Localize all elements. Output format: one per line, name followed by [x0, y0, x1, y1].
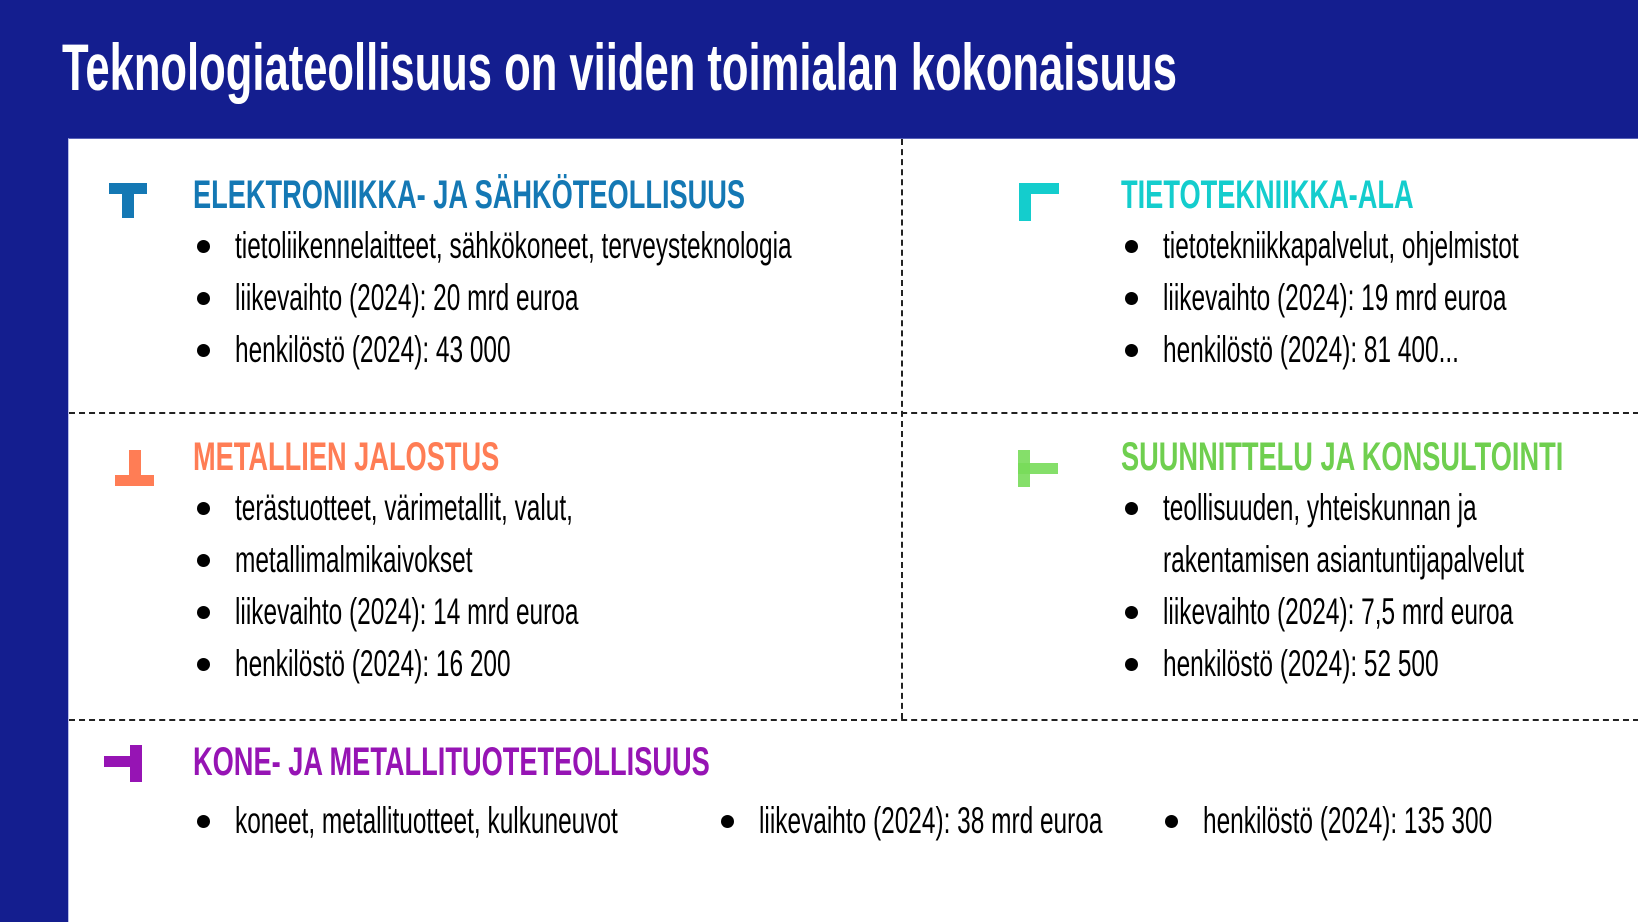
corner-shape-icon: [1019, 183, 1059, 221]
bullet-icon: [197, 502, 210, 515]
horizontal-divider-bottom: [69, 719, 1638, 721]
bullet-icon: [1165, 815, 1178, 828]
bullet-icon: [1125, 292, 1138, 305]
section-heading: METALLIEN JALOSTUS: [193, 435, 500, 479]
section-heading: SUUNNITTELU JA KONSULTOINTI: [1121, 435, 1564, 479]
vertical-divider: [901, 139, 903, 719]
section-inline-list: koneet, metallituotteet, kulkuneuvot liikevaihto (2024): 38 mrd euroa henkilöstö (2024): 135 300: [197, 795, 1597, 847]
bullet-icon: [1125, 240, 1138, 253]
t-shape-icon: [109, 183, 147, 218]
bullet-icon: [197, 344, 210, 357]
right-t-shape-icon: [1018, 450, 1058, 487]
content-panel: ELEKTRONIIKKA- JA SÄHKÖTEOLLISUUS tietoliikennelaitteet, sähkökoneet, terveysteknologia liikevaihto (2024): 20 mrd euroa henkilöstö (2024): 43 000 TIETOTEKNIIKKA-ALA tietotekniikkapalvelut, ohjelmistot liikevaihto (2024): 19 mrd euroa henkilöstö (2024): 81 400... METALLIEN JALOSTUS terästuotteet, värimetallit, valut, metallimalmikaivokset liikevaihto (2024): 14 mrd euroa henkilöstö (2024): 16 200 SUUNNITTELU JA KONSULTOINTI teollisuuden, yhteiskunnan ja rakentamisen asiantuntijapalvelut liikevaihto (2024): 7,5 mrd euroa henkilöstö (2024): 52 500 KONE- JA METALLITUOTETEOLLISUUS koneet, metallituotteet, kulkuneuvot liikevaihto (2024): 38 mrd euroa henkilöstö (2024): 135 300: [68, 138, 1638, 922]
bullet-icon: [1125, 344, 1138, 357]
bullet-icon: [1125, 658, 1138, 671]
page-title: Teknologiateollisuus on viiden toimialan kokonaisuus: [62, 30, 1177, 104]
section-heading: KONE- JA METALLITUOTETEOLLISUUS: [193, 740, 710, 784]
left-t-shape-icon: [104, 745, 142, 782]
inverted-t-shape-icon: [115, 450, 154, 486]
bullet-icon: [197, 606, 210, 619]
bullet-icon: [197, 240, 210, 253]
bullet-icon: [1125, 502, 1138, 515]
bullet-icon: [1125, 606, 1138, 619]
bullet-icon: [197, 658, 210, 671]
bullet-icon: [721, 815, 734, 828]
horizontal-divider-top: [69, 412, 1638, 414]
section-heading: TIETOTEKNIIKKA-ALA: [1121, 173, 1414, 217]
bullet-icon: [197, 292, 210, 305]
bullet-icon: [197, 815, 210, 828]
section-heading: ELEKTRONIIKKA- JA SÄHKÖTEOLLISUUS: [193, 173, 746, 217]
bullet-icon: [197, 554, 210, 567]
